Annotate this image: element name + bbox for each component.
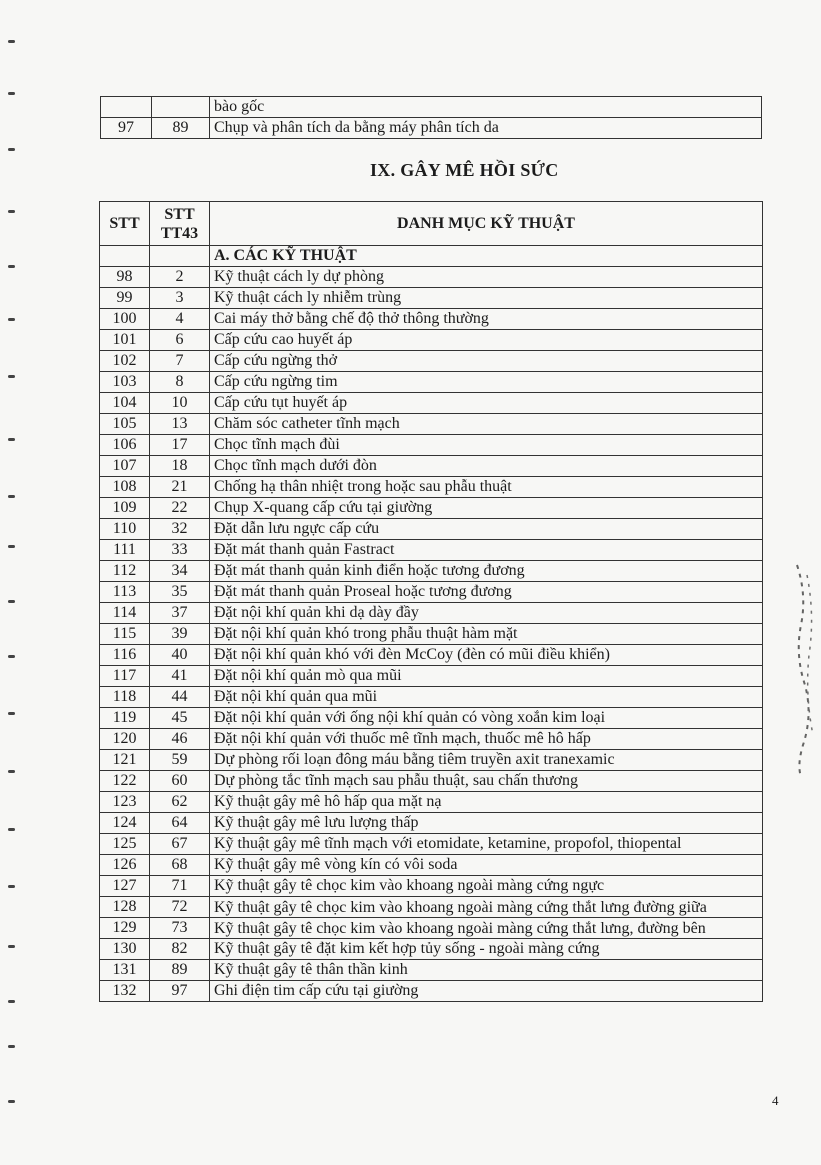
tt43-cell: 89	[150, 960, 210, 981]
stt-cell: 126	[100, 855, 150, 876]
stt-cell: 97	[101, 118, 152, 139]
tt43-cell: 3	[150, 288, 210, 309]
stt-cell: 116	[100, 645, 150, 666]
stt-cell: 112	[100, 561, 150, 582]
table-row	[100, 729, 763, 750]
table-row	[100, 624, 763, 645]
stt-cell: 104	[100, 393, 150, 414]
tt43-cell: 40	[150, 645, 210, 666]
technique-cell: Chăm sóc catheter tĩnh mạch	[210, 414, 763, 435]
table-row	[100, 834, 763, 855]
technique-cell: bào gốc	[210, 97, 762, 118]
technique-cell: Kỹ thuật gây mê tĩnh mạch với etomidate, ketamine, propofol, thiopental	[210, 834, 763, 855]
tt43-cell: 97	[150, 981, 210, 1002]
technique-cell: Kỹ thuật gây mê lưu lượng thấp	[210, 813, 763, 834]
tt43-cell: 8	[150, 372, 210, 393]
table-row	[100, 393, 763, 414]
tt43-cell: 62	[150, 792, 210, 813]
table-row	[100, 897, 763, 918]
stt-cell: 117	[100, 666, 150, 687]
technique-cell: Cấp cứu ngừng tim	[210, 372, 763, 393]
stt-cell: 128	[100, 897, 150, 918]
tt43-cell: 10	[150, 393, 210, 414]
table-row	[100, 456, 763, 477]
stt-cell: 121	[100, 750, 150, 771]
tt43-cell: 18	[150, 456, 210, 477]
table-row	[100, 330, 763, 351]
technique-cell: Đặt nội khí quản với thuốc mê tĩnh mạch, thuốc mê hô hấp	[210, 729, 763, 750]
stt-cell: 131	[100, 960, 150, 981]
technique-cell: Chụp và phân tích da bằng máy phân tích da	[210, 118, 762, 139]
tt43-cell: 21	[150, 477, 210, 498]
technique-table	[99, 201, 763, 1002]
tt43-cell: 67	[150, 834, 210, 855]
technique-cell: Đặt mát thanh quản Proseal hoặc tương đương	[210, 582, 763, 603]
tt43-cell: 17	[150, 435, 210, 456]
table-row	[100, 687, 763, 708]
table-row	[101, 118, 762, 139]
tt43-cell: 2	[150, 267, 210, 288]
stt-cell: 120	[100, 729, 150, 750]
table-row	[101, 97, 762, 118]
technique-cell: Dự phòng rối loạn đông máu bằng tiêm truyền axit tranexamic	[210, 750, 763, 771]
table-row	[100, 561, 763, 582]
stt-cell: 107	[100, 456, 150, 477]
technique-cell: Chọc tĩnh mạch đùi	[210, 435, 763, 456]
table-row	[100, 918, 763, 939]
tt43-cell: 73	[150, 918, 210, 939]
tt43-cell: 89	[152, 118, 210, 139]
stt-cell: 127	[100, 876, 150, 897]
table-row	[100, 981, 763, 1002]
technique-header: DANH MỤC KỸ THUẬT	[210, 202, 763, 246]
table-row	[100, 855, 763, 876]
stt-cell: 130	[100, 939, 150, 960]
table-row	[100, 792, 763, 813]
tt43-cell: 34	[150, 561, 210, 582]
tt43-cell: 45	[150, 708, 210, 729]
table-row	[100, 435, 763, 456]
page-number: 4	[772, 1093, 779, 1108]
tt43-cell: 68	[150, 855, 210, 876]
stt-cell: 103	[100, 372, 150, 393]
technique-cell: Kỹ thuật gây tê thân thần kinh	[210, 960, 763, 981]
tt43-cell: 82	[150, 939, 210, 960]
table-row	[100, 498, 763, 519]
stt-cell: 101	[100, 330, 150, 351]
stt-cell: 111	[100, 540, 150, 561]
technique-cell: Kỹ thuật cách ly nhiễm trùng	[210, 288, 763, 309]
technique-cell: Kỹ thuật gây tê chọc kim vào khoang ngoài màng cứng thắt lưng, đường bên	[210, 918, 763, 939]
previous-section-table	[100, 96, 762, 139]
table-row	[100, 771, 763, 792]
table-row	[100, 414, 763, 435]
tt43-cell: 37	[150, 603, 210, 624]
stt-cell: 123	[100, 792, 150, 813]
stt-cell: 115	[100, 624, 150, 645]
technique-cell: Kỹ thuật gây mê hô hấp qua mặt nạ	[210, 792, 763, 813]
table-row	[100, 309, 763, 330]
table-row	[100, 645, 763, 666]
table-row	[100, 603, 763, 624]
tt43-cell: 39	[150, 624, 210, 645]
stt-cell: 109	[100, 498, 150, 519]
technique-cell: Đặt nội khí quản với ống nội khí quản có vòng xoắn kim loại	[210, 708, 763, 729]
stt-cell: 105	[100, 414, 150, 435]
technique-cell: Chọc tĩnh mạch dưới đòn	[210, 456, 763, 477]
tt43-cell: 22	[150, 498, 210, 519]
table-header-row	[100, 202, 763, 246]
technique-cell: Kỹ thuật gây tê đặt kim kết hợp tủy sống - ngoài màng cứng	[210, 939, 763, 960]
stt-header: STT	[100, 202, 150, 246]
technique-cell: Đặt dẫn lưu ngực cấp cứu	[210, 519, 763, 540]
table-row	[100, 708, 763, 729]
tt43-cell: 13	[150, 414, 210, 435]
stt-cell: 106	[100, 435, 150, 456]
technique-cell: Cấp cứu cao huyết áp	[210, 330, 763, 351]
tt43-cell: 6	[150, 330, 210, 351]
tt43-header: STT TT43	[150, 202, 210, 246]
stt-cell: 98	[100, 267, 150, 288]
tt43-cell: 33	[150, 540, 210, 561]
technique-cell: Đặt nội khí quản qua mũi	[210, 687, 763, 708]
table-row	[100, 939, 763, 960]
subsection-title: A. CÁC KỸ THUẬT	[210, 246, 763, 267]
tt43-cell: 72	[150, 897, 210, 918]
tt43-cell: 60	[150, 771, 210, 792]
stt-cell: 99	[100, 288, 150, 309]
table-row	[100, 876, 763, 897]
empty-cell	[100, 246, 150, 267]
table-row	[100, 519, 763, 540]
empty-cell	[150, 246, 210, 267]
technique-cell: Đặt nội khí quản khó với đèn McCoy (đèn có mũi điều khiển)	[210, 645, 763, 666]
technique-cell: Chống hạ thân nhiệt trong hoặc sau phẫu thuật	[210, 477, 763, 498]
technique-cell: Kỹ thuật gây mê vòng kín có vôi soda	[210, 855, 763, 876]
stamp-fragment	[793, 555, 817, 780]
tt43-cell: 32	[150, 519, 210, 540]
technique-cell: Ghi điện tim cấp cứu tại giường	[210, 981, 763, 1002]
stt-cell	[101, 97, 152, 118]
tt43-cell: 71	[150, 876, 210, 897]
binding-holes	[0, 0, 30, 1165]
stt-cell: 129	[100, 918, 150, 939]
technique-cell: Kỹ thuật cách ly dự phòng	[210, 267, 763, 288]
technique-cell: Cấp cứu ngừng thở	[210, 351, 763, 372]
stt-cell: 102	[100, 351, 150, 372]
table-row	[100, 288, 763, 309]
tt43-cell: 35	[150, 582, 210, 603]
table-row	[100, 540, 763, 561]
table-row	[100, 666, 763, 687]
table-row	[100, 477, 763, 498]
tt43-cell: 4	[150, 309, 210, 330]
stt-cell: 108	[100, 477, 150, 498]
technique-cell: Đặt mát thanh quản Fastract	[210, 540, 763, 561]
tt43-cell: 44	[150, 687, 210, 708]
technique-cell: Đặt mát thanh quản kinh điển hoặc tương đương	[210, 561, 763, 582]
technique-cell: Cấp cứu tụt huyết áp	[210, 393, 763, 414]
stt-cell: 119	[100, 708, 150, 729]
table-row	[100, 351, 763, 372]
tt43-cell: 64	[150, 813, 210, 834]
section-title: IX. GÂY MÊ HỒI SỨC	[370, 160, 559, 180]
technique-cell: Đặt nội khí quản mò qua mũi	[210, 666, 763, 687]
tt43-cell: 59	[150, 750, 210, 771]
stt-cell: 114	[100, 603, 150, 624]
stt-cell: 113	[100, 582, 150, 603]
table-row	[100, 582, 763, 603]
technique-cell: Kỹ thuật gây tê chọc kim vào khoang ngoài màng cứng ngực	[210, 876, 763, 897]
stt-cell: 124	[100, 813, 150, 834]
tt43-cell: 46	[150, 729, 210, 750]
table-row	[100, 750, 763, 771]
subsection-row	[100, 246, 763, 267]
stt-cell: 100	[100, 309, 150, 330]
table-row	[100, 267, 763, 288]
technique-cell: Kỹ thuật gây tê chọc kim vào khoang ngoài màng cứng thắt lưng đường giữa	[210, 897, 763, 918]
stt-cell: 110	[100, 519, 150, 540]
stt-cell: 132	[100, 981, 150, 1002]
stt-cell: 122	[100, 771, 150, 792]
stt-cell: 125	[100, 834, 150, 855]
technique-cell: Dự phòng tắc tĩnh mạch sau phẫu thuật, sau chấn thương	[210, 771, 763, 792]
table-row	[100, 813, 763, 834]
technique-cell: Đặt nội khí quản khi dạ dày đầy	[210, 603, 763, 624]
technique-cell: Chụp X-quang cấp cứu tại giường	[210, 498, 763, 519]
technique-cell: Đặt nội khí quản khó trong phẫu thuật hàm mặt	[210, 624, 763, 645]
technique-cell: Cai máy thở bằng chế độ thở thông thường	[210, 309, 763, 330]
table-row	[100, 372, 763, 393]
stt-cell: 118	[100, 687, 150, 708]
table-row	[100, 960, 763, 981]
tt43-cell: 41	[150, 666, 210, 687]
tt43-cell	[152, 97, 210, 118]
tt43-cell: 7	[150, 351, 210, 372]
